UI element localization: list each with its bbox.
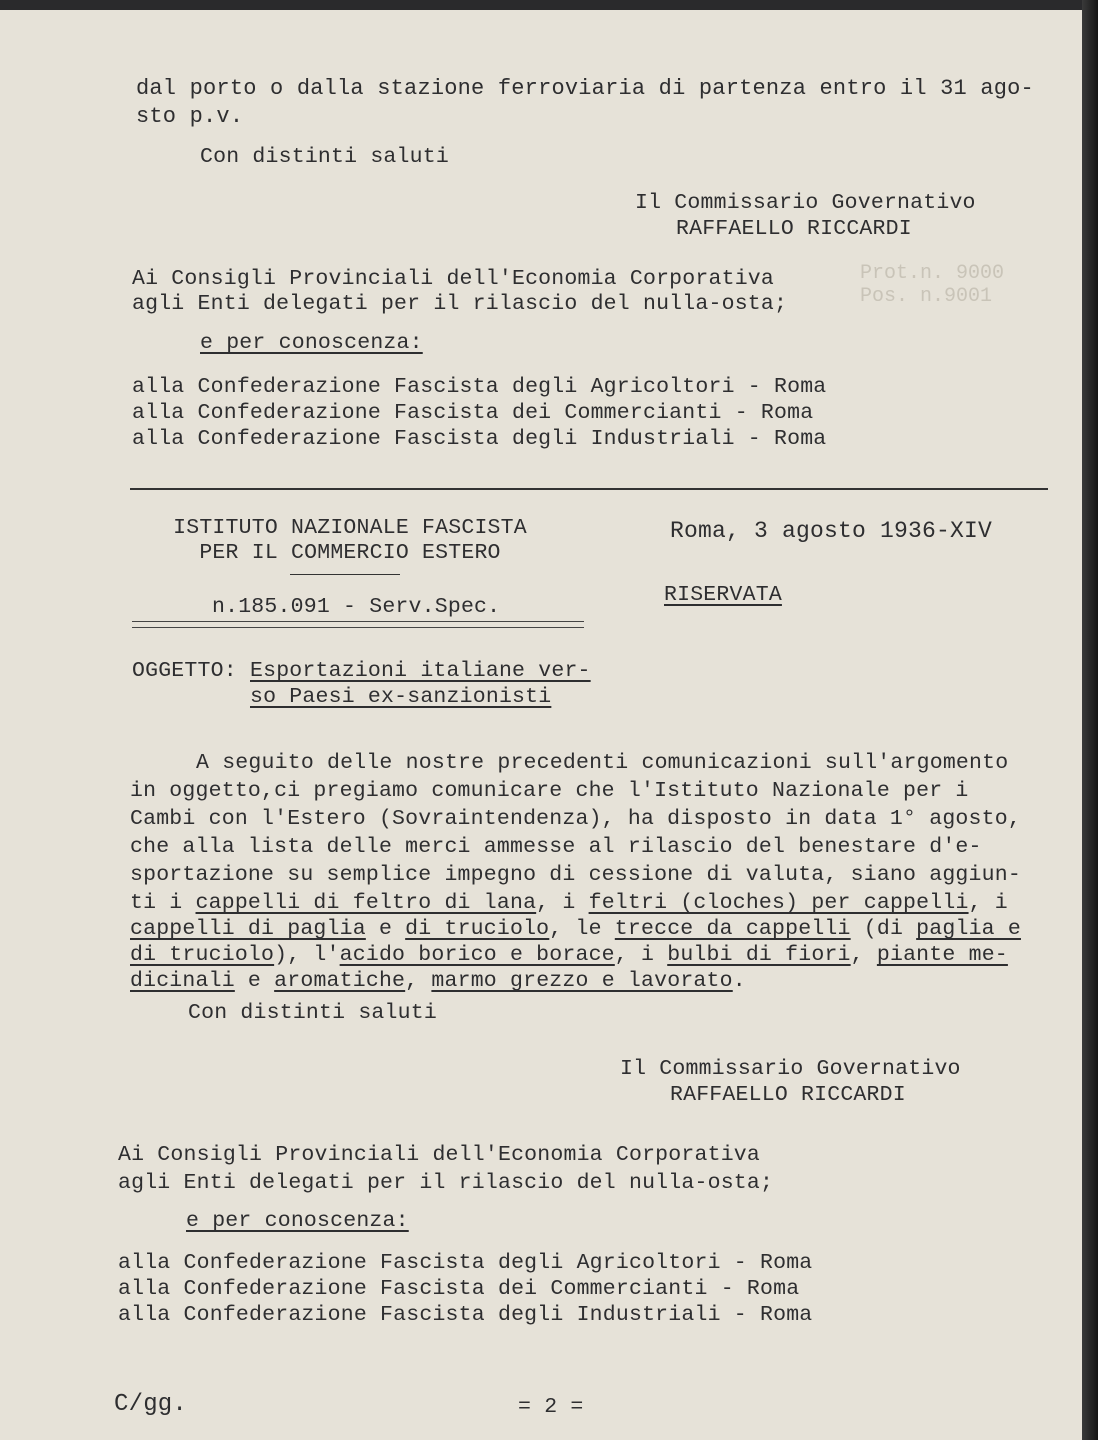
subject-line-1: Esportazioni italiane ver-	[250, 659, 591, 683]
letter2-cc-2: alla Confederazione Fascista dei Commercianti - Roma	[118, 1277, 800, 1301]
subject-label: OGGETTO:	[132, 659, 237, 683]
institute-name-1: ISTITUTO NAZIONALE FASCISTA	[173, 516, 527, 540]
letter1-addressee-1: Ai Consigli Provinciali dell'Economia Corporativa	[132, 267, 775, 291]
header-short-rule	[290, 574, 400, 575]
body-line-7: cappelli di paglia e di truciolo, le trecce da cappelli (di paglia e	[130, 917, 1021, 941]
subject-line-2: so Paesi ex-sanzionisti	[250, 685, 552, 709]
section-divider	[130, 488, 1048, 490]
page-edge-shadow	[1082, 0, 1098, 1440]
letter2-cc-1: alla Confederazione Fascista degli Agricoltori - Roma	[118, 1251, 813, 1275]
page-number: = 2 =	[518, 1395, 584, 1419]
classification-stamp: RISERVATA	[664, 583, 782, 607]
letter1-cc-3: alla Confederazione Fascista degli Industriali - Roma	[132, 427, 827, 451]
body-line-9: dicinali e aromatiche, marmo grezzo e lavorato.	[130, 969, 746, 993]
body-line-4: che alla lista delle merci ammesse al rilascio del benestare d'e-	[130, 835, 982, 859]
letter1-greeting: Con distinti saluti	[200, 145, 449, 169]
letter2-cc-3: alla Confederazione Fascista degli Industriali - Roma	[118, 1303, 813, 1327]
letter1-sign-title: Il Commissario Governativo	[635, 191, 976, 215]
double-rule	[132, 621, 584, 628]
letter1-line1: dal porto o dalla stazione ferroviaria di partenza entro il 31 ago-	[136, 76, 1034, 101]
body-line-3: Cambi con l'Estero (Sovraintendenza), ha disposto in data 1° agosto,	[130, 807, 1021, 831]
letter2-addressee-2: agli Enti delegati per il rilascio del nulla-osta;	[118, 1171, 774, 1195]
letter2-greeting: Con distinti saluti	[188, 1001, 437, 1025]
body-line-1: A seguito delle nostre precedenti comunicazioni sull'argomento	[196, 751, 1009, 775]
document-page	[0, 10, 1082, 1440]
letter2-addressee-1: Ai Consigli Provinciali dell'Economia Corporativa	[118, 1143, 761, 1167]
body-line-6: ti i cappelli di feltro di lana, i feltri (cloches) per cappelli, i	[130, 891, 1008, 915]
letter1-cc-label: e per conoscenza:	[200, 331, 423, 355]
letter1-line2: sto p.v.	[136, 104, 244, 129]
typist-initials: C/gg.	[114, 1391, 188, 1418]
letter1-cc-2: alla Confederazione Fascista dei Commercianti - Roma	[132, 401, 814, 425]
letter1-sign-name: RAFFAELLO RICCARDI	[676, 217, 912, 241]
institute-name-2: PER IL COMMERCIO ESTERO	[199, 541, 501, 565]
place-date: Roma, 3 agosto 1936-XIV	[670, 518, 993, 544]
body-line-5: sportazione su semplice impegno di cessione di valuta, siano aggiun-	[130, 863, 1021, 887]
protocol-number: n.185.091 - Serv.Spec.	[212, 595, 501, 619]
letter1-addressee-2: agli Enti delegati per il rilascio del nulla-osta;	[132, 292, 788, 316]
letter2-cc-label: e per conoscenza:	[186, 1209, 409, 1233]
body-line-8: di truciolo), l'acido borico e borace, i bulbi di fiori, piante me-	[130, 943, 1008, 967]
letter2-sign-name: RAFFAELLO RICCARDI	[670, 1083, 906, 1107]
body-line-2: in oggetto,ci pregiamo comunicare che l'Istituto Nazionale per i	[130, 779, 969, 803]
letter1-cc-1: alla Confederazione Fascista degli Agricoltori - Roma	[132, 375, 827, 399]
letter2-sign-title: Il Commissario Governativo	[620, 1057, 961, 1081]
bleed-through-text: Prot.n. 9000 Pos. n.9001	[860, 262, 1005, 308]
